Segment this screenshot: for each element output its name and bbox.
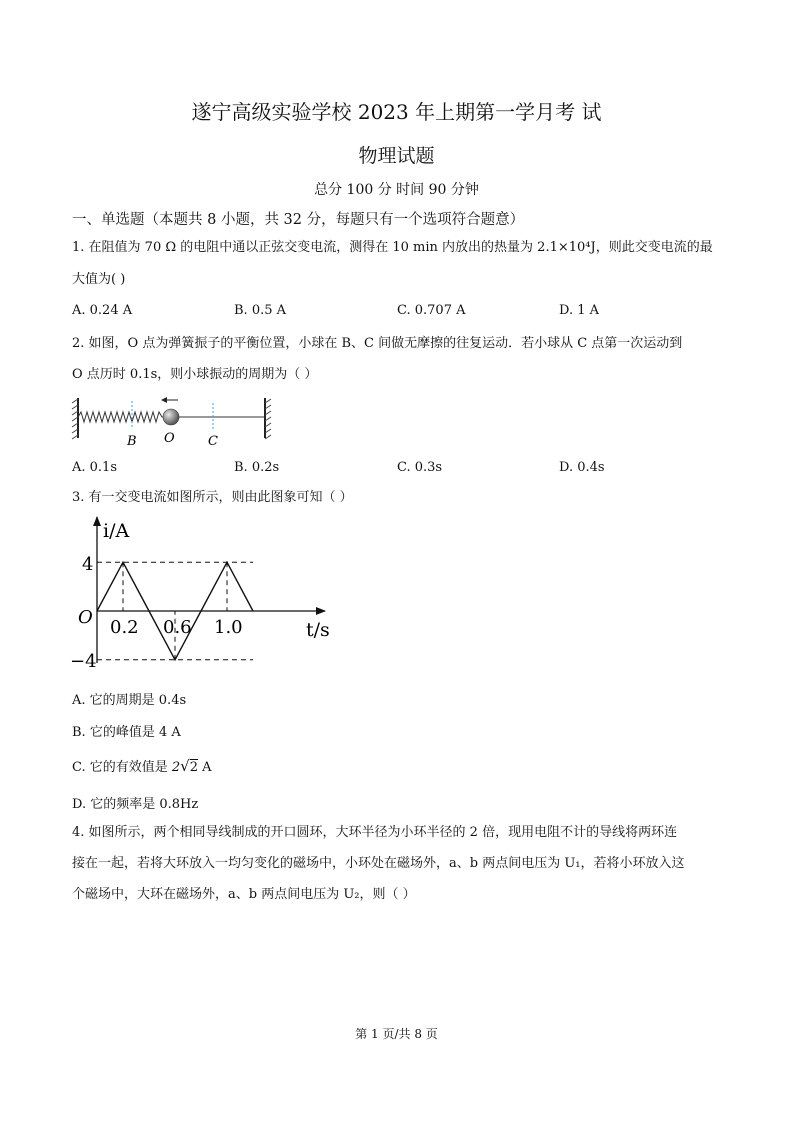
q3-option-c-prefix: C. 它的有效值是 (72, 760, 168, 775)
q3-option-a: A. 它的周期是 0.4s (72, 693, 187, 708)
label-b: B (127, 434, 137, 449)
origin-label: O (78, 607, 93, 628)
y-axis-label: i/A (103, 520, 130, 542)
current-chart (70, 513, 340, 675)
q2-line1: 2. 如图，O 点为弹簧振子的平衡位置，小球在 B、C 间做无摩擦的往复运动．若小球从 C 点第一次运动到 (72, 336, 683, 351)
spring (78, 412, 165, 422)
q2-option-d: D. 0.4s (559, 460, 605, 475)
page-number: 第 1 页/共 8 页 (355, 1027, 438, 1041)
sqrt-symbol: √ (180, 757, 190, 775)
x-tick-0.6: 0.6 (163, 617, 192, 638)
q4-line3: 个磁场中，大环在磁场外，a、b 两点间电压为 U₂，则（ ） (72, 887, 416, 902)
q1-option-b: B. 0.5 A (234, 303, 287, 318)
q1-option-d: D. 1 A (559, 303, 600, 318)
q2-line2: O 点历时 0.1s，则小球振动的周期为（ ） (72, 367, 318, 382)
q3-line1: 3. 有一交变电流如图所示，则由此图象可知（ ） (72, 490, 353, 505)
label-o: O (164, 431, 175, 446)
q4-line1: 4. 如图所示，两个相同导线制成的开口圆环，大环半径为小环半径的 2 倍，现用电阻不计的导线将两环连 (72, 825, 678, 840)
q1-line2: 大值为( ) (72, 272, 126, 287)
q3-option-d: D. 它的频率是 0.8Hz (72, 797, 199, 812)
q1-option-a: A. 0.24 A (72, 303, 133, 318)
q3-option-c (72, 756, 212, 775)
ball (163, 409, 179, 425)
y-tick-neg4: −4 (70, 651, 97, 672)
exam-title: 遂宁高级实验学校 2023 年上期第一学月考 试 (191, 100, 602, 124)
y-tick-4: 4 (82, 554, 94, 575)
section-heading: 一、单选题（本题共 8 小题，共 32 分，每题只有一个选项符合题意） (72, 212, 525, 228)
q1-option-c: C. 0.707 A (397, 303, 466, 318)
exam-meta: 总分 100 分 时间 90 分钟 (314, 182, 479, 198)
q3-option-c-rad: 2 (189, 760, 199, 775)
q3-option-b: B. 它的峰值是 4 A (72, 725, 181, 740)
label-c: C (208, 434, 218, 449)
spring-oscillator-figure (70, 393, 285, 453)
x-axis-label: t/s (306, 619, 330, 641)
x-tick-1.0: 1.0 (214, 617, 243, 638)
q2-option-b: B. 0.2s (234, 460, 280, 475)
q3-option-c-coef: 2 (171, 760, 181, 775)
direction-arrow (161, 397, 167, 403)
q2-option-a: A. 0.1s (72, 460, 117, 475)
exam-subject: 物理试题 (358, 145, 435, 167)
q3-option-c-unit: A (202, 760, 212, 775)
q1-line1: 1. 在阻值为 70 Ω 的电阻中通以正弦交变电流，测得在 10 min 内放出的热量为 2.1×10⁴J，则此交变电流的最 (72, 240, 713, 255)
q4-line2: 接在一起，若将大环放入一均匀变化的磁场中，小环处在磁场外，a、b 两点间电压为 U₁，若将小环放入这 (72, 856, 685, 871)
q2-option-c: C. 0.3s (397, 460, 443, 475)
x-tick-0.2: 0.2 (110, 617, 139, 638)
